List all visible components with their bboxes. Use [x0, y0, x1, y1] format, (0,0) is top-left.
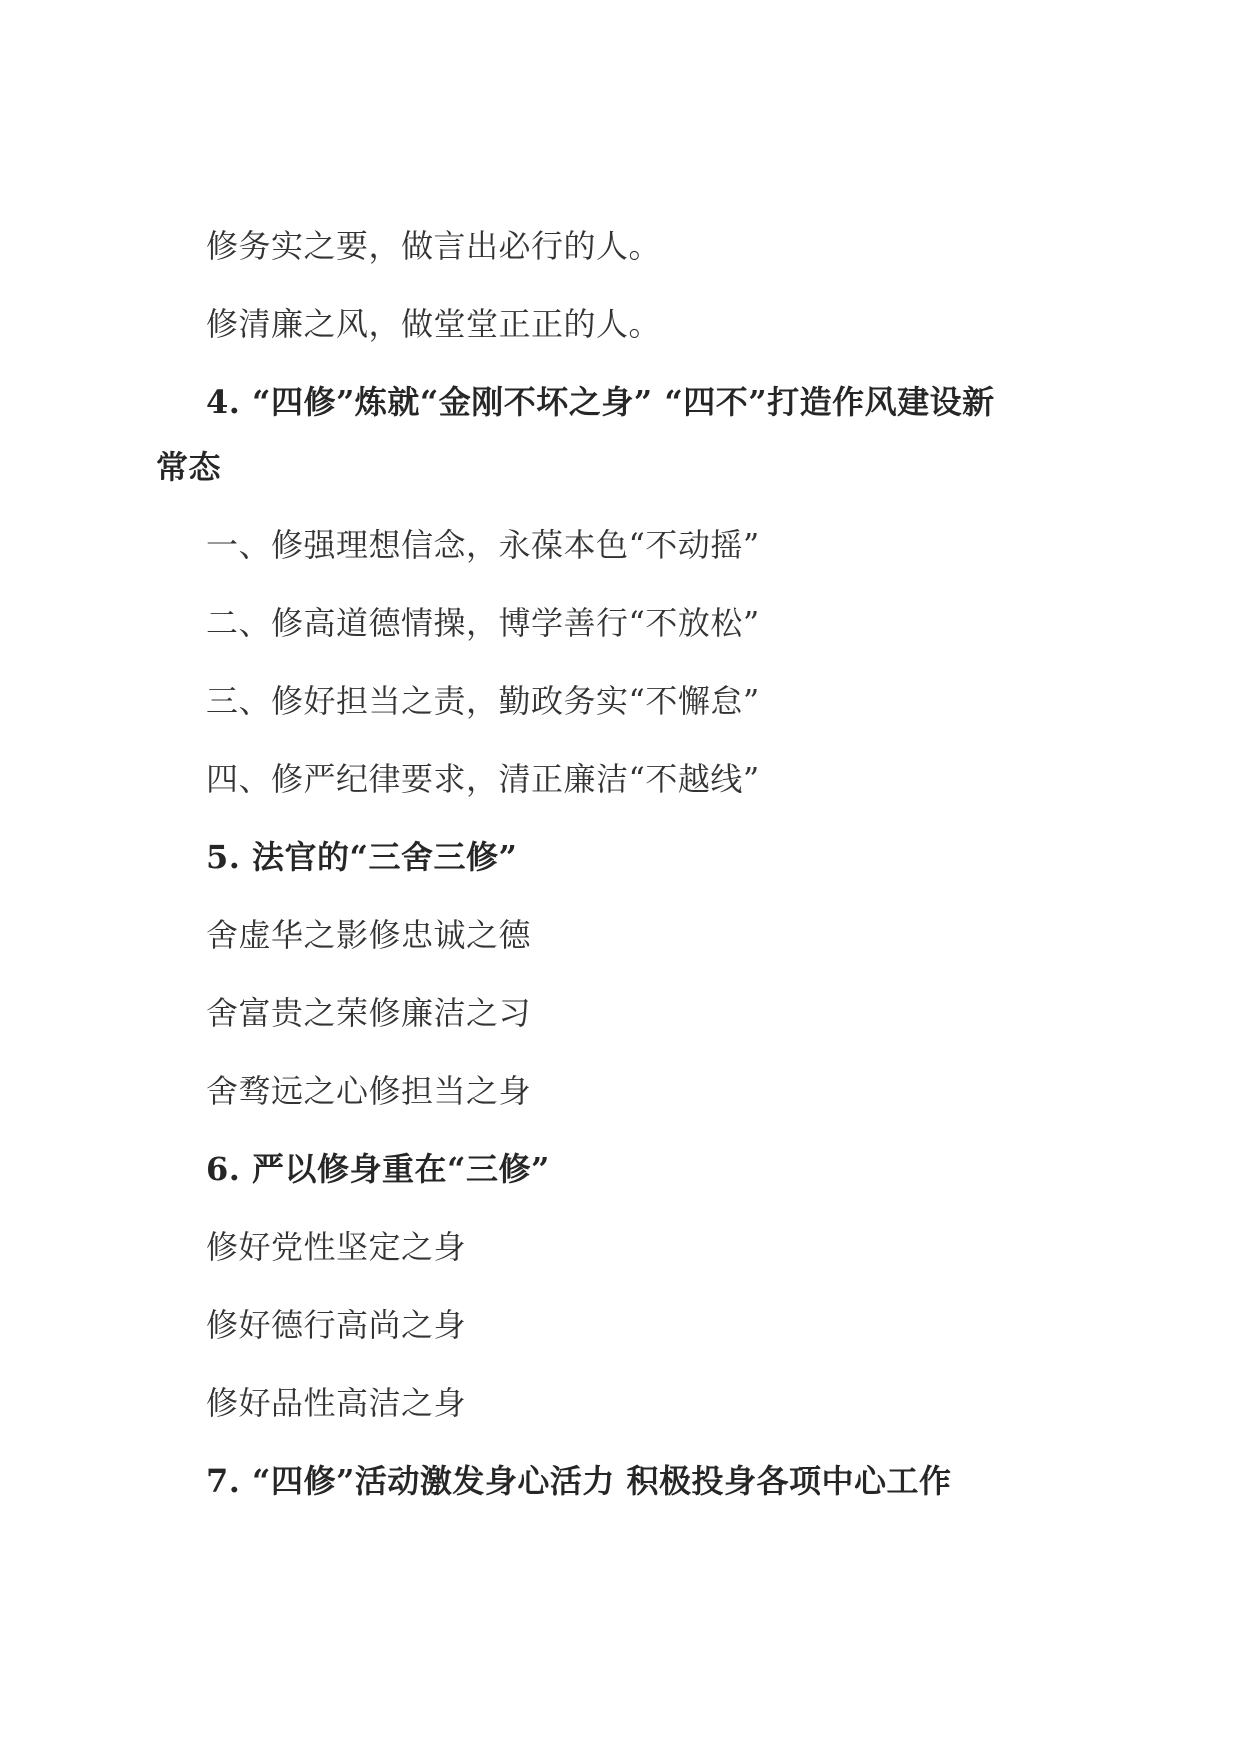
body-line: 舍虚华之影修忠诚之德 [206, 916, 532, 954]
section-heading: 7. “四修”活动激发身心活力 积极投身各项中心工作 [206, 1462, 952, 1500]
section-heading: 5. 法官的“三舍三修” [206, 838, 518, 876]
body-line: 修好德行高尚之身 [206, 1306, 467, 1344]
body-line: 修好品性高洁之身 [206, 1384, 467, 1422]
body-line: 三、修好担当之责，勤政务实“不懈怠” [206, 682, 760, 720]
body-line: 修务实之要，做言出必行的人。 [206, 227, 662, 265]
body-line: 修好党性坚定之身 [206, 1228, 467, 1266]
body-line: 舍富贵之荣修廉洁之习 [206, 994, 532, 1032]
section-heading-continuation: 常态 [156, 448, 222, 486]
body-line: 二、修高道德情操，博学善行“不放松” [206, 604, 760, 642]
section-heading: 4. “四修”炼就“金刚不坏之身” “四不”打造作风建设新 [206, 383, 995, 421]
body-line: 修清廉之风，做堂堂正正的人。 [206, 305, 662, 343]
body-line: 四、修严纪律要求，清正廉洁“不越线” [206, 760, 760, 798]
body-line: 一、修强理想信念，永葆本色“不动摇” [206, 526, 760, 564]
body-line: 舍骛远之心修担当之身 [206, 1072, 532, 1110]
section-heading: 6. 严以修身重在“三修” [206, 1150, 550, 1188]
